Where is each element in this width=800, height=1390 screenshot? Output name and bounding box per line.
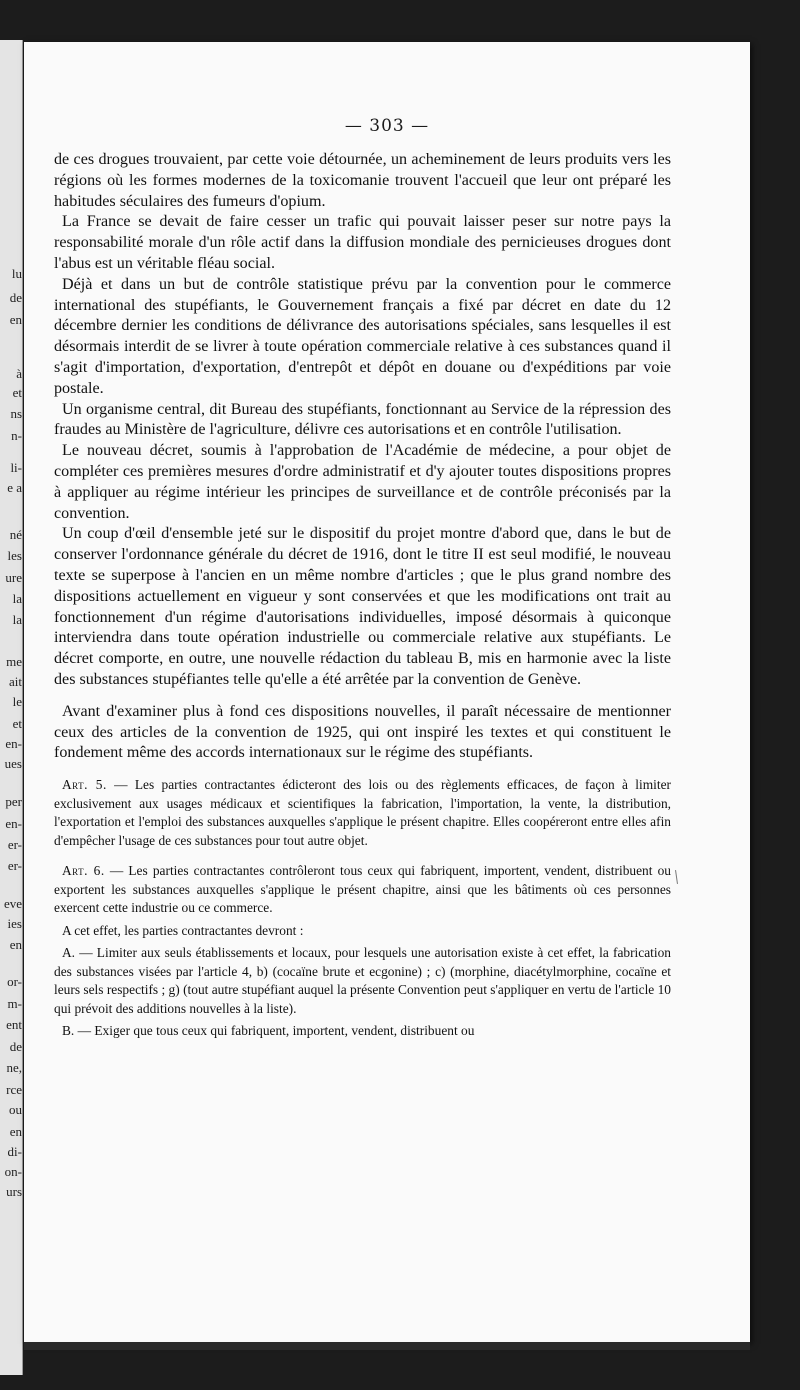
adjacent-page-edge xyxy=(0,40,23,1375)
margin-fragment: né xyxy=(9,527,22,542)
margin-fragment: en xyxy=(9,1124,22,1139)
margin-fragment: li- xyxy=(10,460,22,475)
article-5 xyxy=(54,776,671,850)
article-label: Art. 5. xyxy=(62,777,107,793)
margin-fragment: les xyxy=(7,548,22,563)
margin-fragment: lu xyxy=(11,266,22,281)
paragraph: de ces drogues trouvaient, par cette voie détournée, un acheminement de leurs produits vers les régions où les formes modernes de la toxicomanie trouvent l'accueil que leur ont préparé les habitudes séculaires des fumeurs d'opium. xyxy=(54,151,671,210)
paragraph: Le nouveau décret, soumis à l'approbation de l'Académie de médecine, a pour objet de compléter ces premières mesures d'ordre administratif et d'y ajouter toutes dispositions propres à appliquer au régime intérieur les principes de surveillance et de contrôle préconisés par la convention. xyxy=(54,442,671,522)
paragraph: Avant d'examiner plus à fond ces dispositions nouvelles, il paraît nécessaire de mentionner ceux des articles de la convention de 1925, qui ont inspiré les textes et qui constituent le fondement même des accords internationaux sur le régime des stupéfiants. xyxy=(54,702,671,762)
margin-fragment: ure xyxy=(5,570,22,585)
margin-fragment: et xyxy=(12,716,22,731)
margin-fragment: en xyxy=(9,312,22,327)
margin-fragment: ns xyxy=(10,406,22,421)
margin-fragment: en xyxy=(9,937,22,952)
margin-fragment: de xyxy=(9,1039,22,1054)
margin-fragment: or- xyxy=(7,974,22,989)
article-text: — Les parties contractantes édicteront des lois ou des règlements efficaces, de façon à limiter exclusivement aux usages médicaux et scientifiques la fabrication, l'importation, la vente, la distribution, l'exportation et l'emploi des substances auxquelles s'applique le présent chapitre. Elles coopéreront entre elles afin d'empêcher l'usage de ces substances pour tout autre objet. xyxy=(54,777,671,848)
margin-fragment: le xyxy=(12,694,22,709)
margin-fragment: ait xyxy=(9,674,22,689)
article-6 xyxy=(54,862,671,918)
margin-fragment: la xyxy=(12,612,22,627)
margin-fragment: e a xyxy=(7,480,22,495)
item-b xyxy=(54,1022,671,1041)
margin-fragment: la xyxy=(12,591,22,606)
margin-fragment: er- xyxy=(7,837,22,852)
margin-fragment: à xyxy=(16,366,22,381)
article-text: — Les parties contractantes contrôleront tous ceux qui fabriquent, importent, vendent, distribuent ou exportent les substances auxquelles s'applique le présent chapitre, ainsi que les bâtiments où ces personnes exercent cette industrie ou ce commerce. xyxy=(54,863,671,916)
margin-fragment: di- xyxy=(7,1144,22,1159)
item-a xyxy=(54,944,671,1018)
item-text: — Limiter aux seuls établissements et locaux, pour lesquels une autorisation existe à cet effet, la fabrication des substances visées par l'article 4, b) (cocaïne brute et ecgonine) ; c) (morphine, diacétylmorphine, cocaïne et leurs sels respectifs ; g) (tout autre stupéfiant auquel la présente Convention peut s'appliquer en vertu de l'article 10 qui prévoit des additions nouvelles à la liste). xyxy=(54,945,671,1016)
item-label: A. xyxy=(62,945,76,961)
item-text: — Exiger que tous ceux qui fabriquent, importent, vendent, distribuent ou xyxy=(74,1023,475,1039)
margin-fragment: er- xyxy=(7,858,22,873)
paragraph: Un organisme central, dit Bureau des stupéfiants, fonctionnant au Service de la répression des fraudes au Ministère de l'agriculture, délivre ces autorisations et en contrôle l'utilisation. xyxy=(54,400,671,439)
margin-fragment: ues xyxy=(4,756,22,771)
item-label: B. xyxy=(62,1023,75,1039)
margin-fragment: en- xyxy=(5,736,22,751)
page-number: — 303 — xyxy=(344,116,430,136)
margin-fragment: et xyxy=(12,385,22,400)
paragraph: Un coup d'œil d'ensemble jeté sur le dispositif du projet montre d'abord que, dans le but de conserver l'ordonnance générale du décret de 1916, dont le titre II est seul modifié, le nouveau texte se superpose à l'ancien en un même nombre d'articles ; que le plus grand nombre des dispositions actuellement en vigueur y sont conservées et que les modifications ont trait au fonctionnement d'un régime d'autorisations individuelles, imposé désormais à quiconque interviendra dans toute opération industrielle ou commerciale relative aux stupéfiants. Le décret comporte, en outre, une nouvelle rédaction du tableau B, mis en harmonie avec la liste des substances stupéfiantes telle qu'elle a été arrêtée par la convention de Genève. xyxy=(54,525,671,688)
margin-fragment: ies xyxy=(7,916,22,931)
margin-fragment: n- xyxy=(11,428,22,443)
margin-fragment: m- xyxy=(7,996,22,1011)
article-label: Art. 6. xyxy=(62,863,105,879)
margin-fragment: eve xyxy=(3,896,22,911)
margin-fragment: ne, xyxy=(6,1060,22,1075)
margin-fragment: de xyxy=(9,290,22,305)
margin-fragment: per xyxy=(5,794,22,809)
page-body xyxy=(54,150,671,1041)
margin-fragment: on- xyxy=(4,1164,22,1179)
document-page xyxy=(24,42,750,1342)
margin-fragment: urs xyxy=(6,1184,22,1199)
margin-fragment: en- xyxy=(5,816,22,831)
margin-fragment: ou xyxy=(9,1102,22,1117)
margin-fragment: rce xyxy=(6,1082,22,1097)
margin-fragment: me xyxy=(6,654,22,669)
paragraph: Déjà et dans un but de contrôle statistique prévu par la convention pour le commerce international des stupéfiants, le Gouvernement français a fixé par décret en date du 12 décembre dernier les conditions de délivrance des autorisations spéciales, sans lesquelles il est désormais interdit de se livrer à toute opération commerciale relative à ces substances quand il s'agit d'importation, d'exportation, d'entrepôt et dépôt en douane ou d'expéditions par voie postale. xyxy=(54,275,671,397)
paper-mark xyxy=(675,870,678,884)
page-bottom-shadow xyxy=(24,1342,750,1350)
effect-intro: A cet effet, les parties contractantes devront : xyxy=(62,922,304,938)
paragraph: La France se devait de faire cesser un trafic qui pouvait laisser peser sur notre pays la responsabilité morale d'un rôle actif dans la diffusion mondiale des pernicieuses drogues dont l'abus est un véritable fléau social. xyxy=(54,213,671,272)
margin-fragment: ent xyxy=(6,1017,22,1032)
